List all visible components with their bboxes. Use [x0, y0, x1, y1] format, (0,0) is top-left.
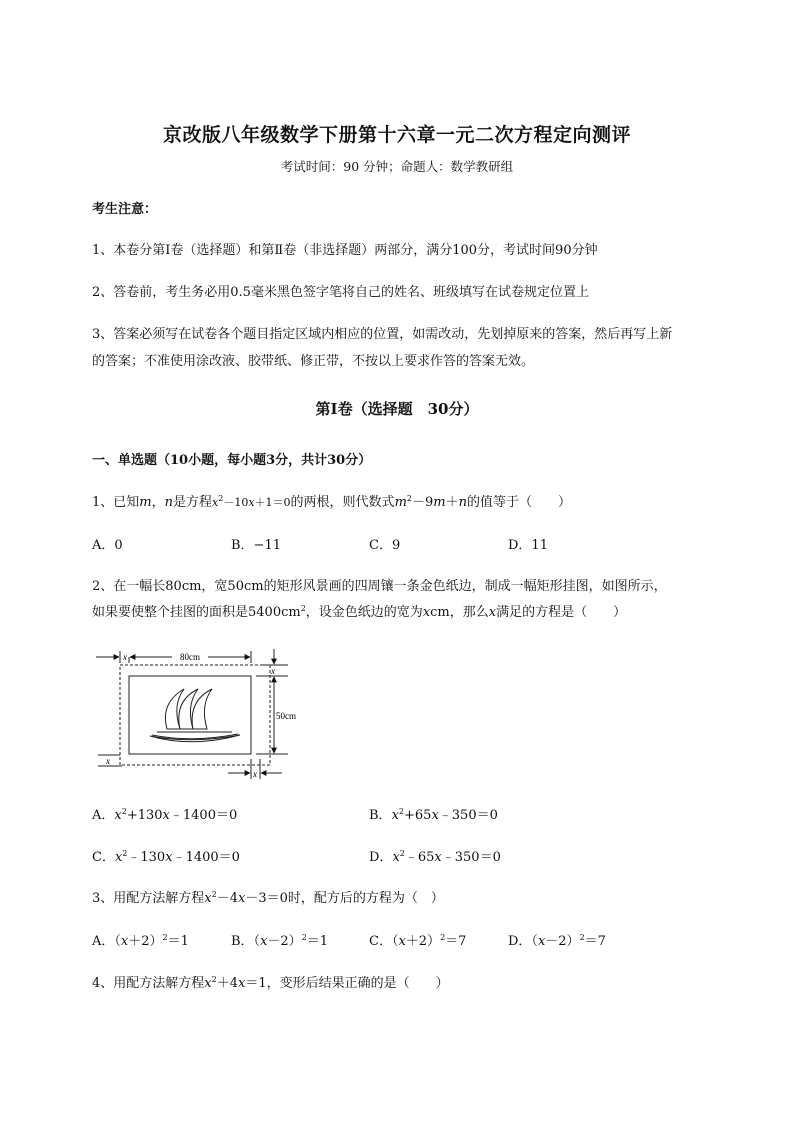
question-2-line-2: 如果要使整个挂图的面积是$5400cm^2$，设金色纸边的宽为xcm，那么x满足的方程是（ ） [92, 604, 627, 620]
notice-item-3: 3、答案必须写在试卷各个题目指定区域内相应的位置，如需改动，先划掉原来的答案，然后再写上新 [92, 327, 673, 342]
q2-option-b: B．$x^2+65x﹣350=0$ [369, 807, 498, 823]
q3-option-b: B．$(x-2)^2=1$ [231, 933, 329, 949]
notice-item-3-cont: 的答案；不准使用涂改液、胶带纸、修正带，不按以上要求作答的答案无效。 [92, 354, 535, 369]
q2-option-d: D．$x^2﹣65x﹣350=0$ [369, 849, 501, 865]
question-2-line-1: 2、在一幅长80cm，宽50cm的矩形风景画的四周镶一条金色纸边，制成一幅矩形挂图，如图所示， [92, 579, 667, 594]
question-1: 1、已知m，n是方程$x^2-10x+1=0$的两根，则代数式$m^2-9m+n$的值等于（ ） [92, 494, 571, 510]
height-label: 50cm [276, 711, 296, 721]
q2-option-a: A．$x^2+130x﹣1400=0$ [92, 807, 238, 823]
q2-option-c: C．$x^2﹣130x﹣1400=0$ [92, 849, 240, 865]
page-subtitle: 考试时间：90 分钟；命题人：数学教研组 [280, 159, 514, 174]
part-title: 一、单选题（10小题，每小题3分，共计30分） [92, 453, 372, 468]
q1-option-d: D．11 [508, 538, 548, 553]
x-label-bottom: x [106, 756, 110, 766]
x-label-right: x [271, 666, 275, 676]
section-title: 第Ⅰ卷（选择题 30分） [315, 400, 479, 418]
width-label: 80cm [180, 652, 200, 662]
frame-figure [92, 643, 302, 783]
question-4: 4、用配方法解方程$x^2+4x=1$，变形后结果正确的是（ ） [92, 975, 449, 991]
notice-item-1: 1、本卷分第Ⅰ卷（选择题）和第Ⅱ卷（非选择题）两部分，满分100分，考试时间90分钟 [92, 243, 598, 258]
boat-icon [150, 689, 240, 742]
q3-option-d: D．$(x-2)^2=7$ [508, 933, 606, 949]
notice-heading: 考生注意： [92, 202, 158, 217]
q1-option-b: B．−11 [231, 538, 281, 553]
page-title: 京改版八年级数学下册第十六章一元二次方程定向测评 [162, 124, 631, 146]
question-3: 3、用配方法解方程$x^2-4x-3=0$时，配方后的方程为（ ） [92, 890, 444, 906]
q3-option-a: A．$(x+2)^2=1$ [92, 933, 189, 949]
x-label-bottom-right: x [253, 769, 257, 779]
notice-item-2: 2、答卷前，考生务必用0.5毫米黑色签字笔将自己的姓名、班级填写在试卷规定位置上 [92, 285, 589, 300]
q1-option-a: A．0 [92, 538, 123, 553]
x-label-top: x [123, 652, 127, 662]
q1-option-c: C．9 [369, 538, 401, 553]
q3-option-c: C．$(x+2)^2=7$ [369, 933, 467, 949]
